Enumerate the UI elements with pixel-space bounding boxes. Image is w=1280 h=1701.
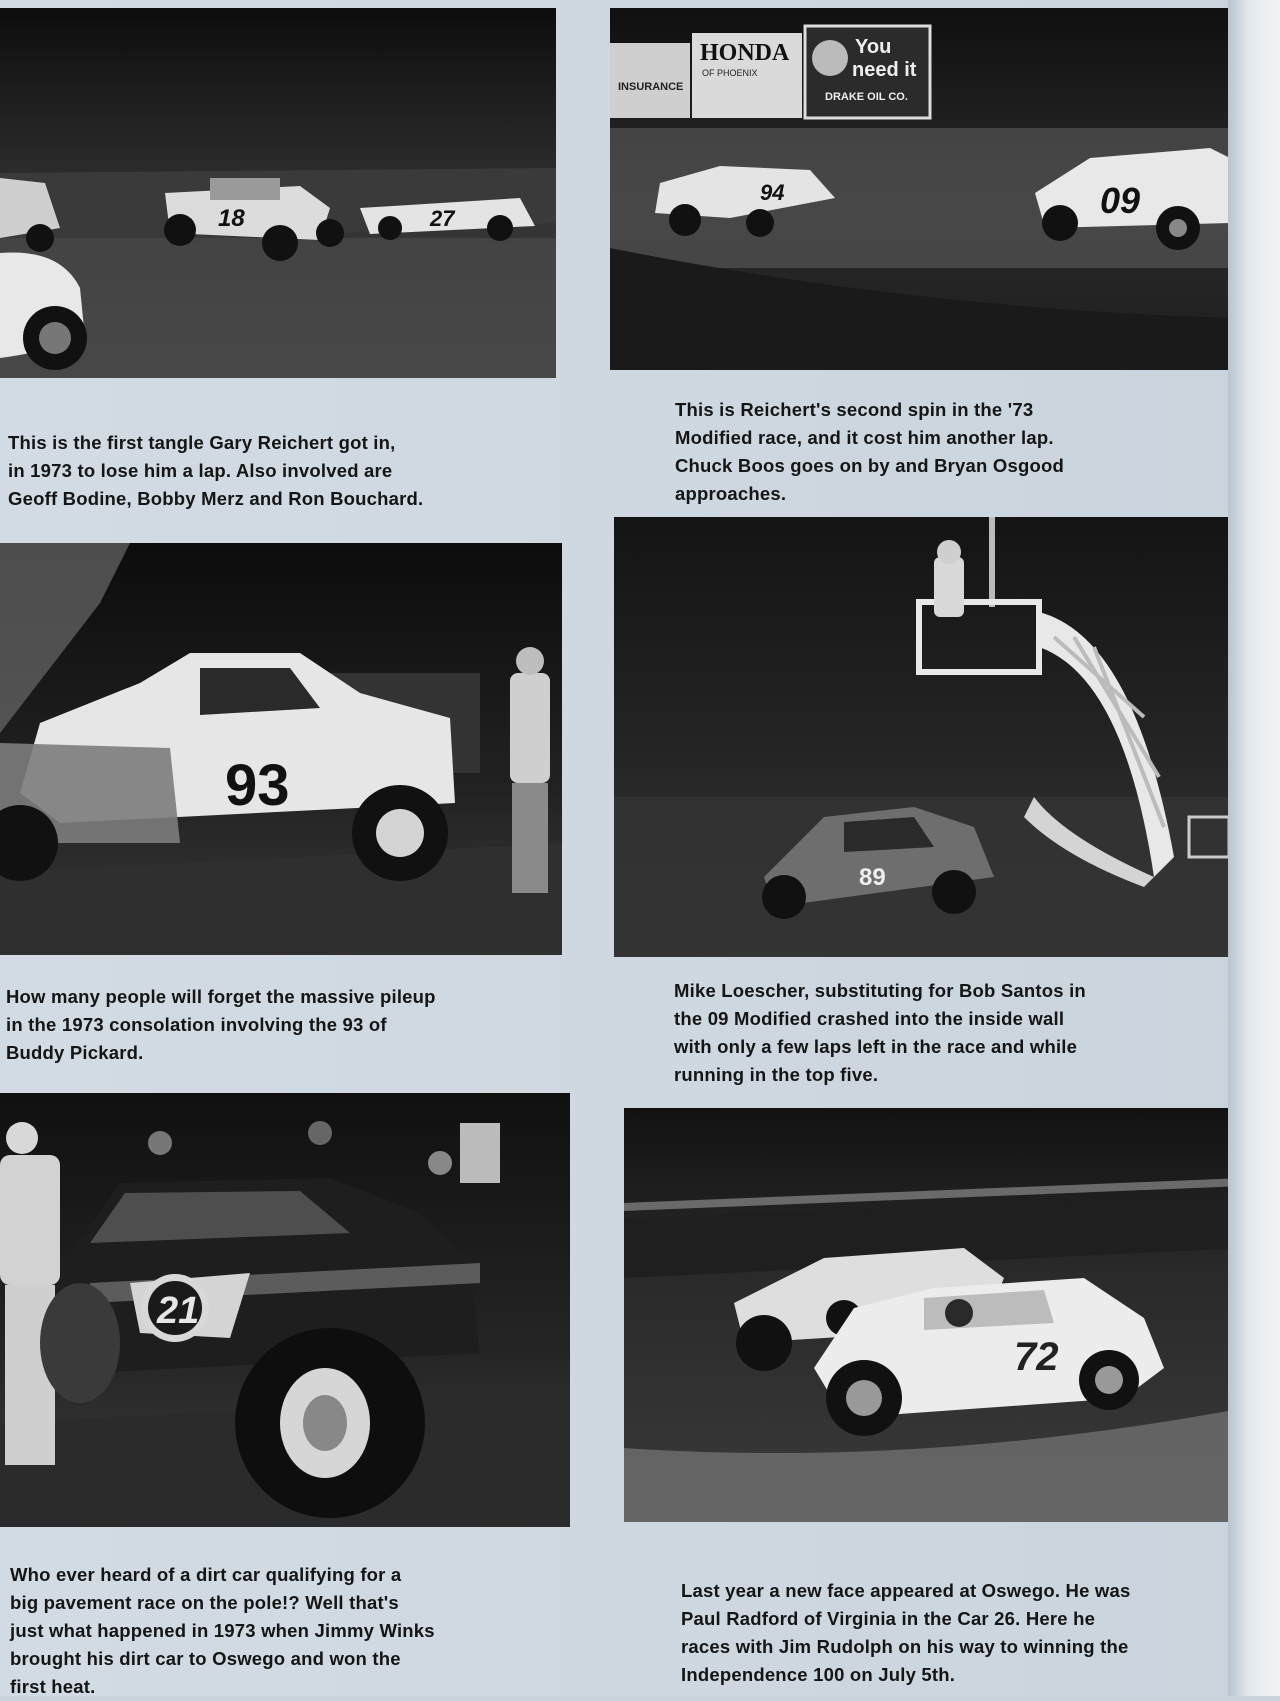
photo-flagstand-crash xyxy=(614,517,1236,957)
caption-line: Geoff Bodine, Bobby Merz and Ron Bouchard. xyxy=(8,488,424,509)
caption-line: This is the first tangle Gary Reichert got in, xyxy=(8,432,396,453)
caption-line: Who ever heard of a dirt car qualifying for a xyxy=(10,1564,402,1585)
photo-car-72 xyxy=(624,1108,1244,1522)
caption-line: Buddy Pickard. xyxy=(6,1042,144,1063)
photo-dirt-car-21 xyxy=(0,1093,570,1527)
billboard-honda-sub: OF PHOENIX xyxy=(702,68,758,78)
caption-line: Independence 100 on July 5th. xyxy=(681,1664,956,1685)
caption-line: first heat. xyxy=(10,1676,96,1697)
caption-pileup-93 xyxy=(6,983,436,1067)
billboard-honda: HONDA xyxy=(700,40,790,66)
car-number-09: 09 xyxy=(1100,180,1141,221)
caption-line: How many people will forget the massive pileup xyxy=(6,986,436,1007)
car-number-72: 72 xyxy=(1014,1335,1059,1379)
car-number-93: 93 xyxy=(225,753,290,818)
caption-first-tangle xyxy=(8,429,423,513)
page-edge xyxy=(1228,0,1280,1696)
caption-line: in 1973 to lose him a lap. Also involved are xyxy=(8,460,393,481)
caption-line: approaches. xyxy=(675,483,787,504)
caption-line: just what happened in 1973 when Jimmy Winks xyxy=(10,1620,435,1641)
caption-line: in the 1973 consolation involving the 93 of xyxy=(6,1014,387,1035)
car-number-21: 21 xyxy=(157,1290,200,1332)
caption-line: the 09 Modified crashed into the inside wall xyxy=(674,1008,1065,1029)
car-number-89: 89 xyxy=(859,864,886,891)
caption-second-spin xyxy=(675,396,1064,508)
photo-second-spin xyxy=(610,8,1232,370)
caption-line: big pavement race on the pole!? Well that's xyxy=(10,1592,399,1613)
caption-car-72 xyxy=(681,1577,1130,1689)
billboard-you: You xyxy=(855,36,892,58)
caption-line: running in the top five. xyxy=(674,1064,879,1085)
caption-flagstand-crash xyxy=(674,977,1086,1089)
car-number-27: 27 xyxy=(430,206,455,231)
photo-pileup-93 xyxy=(0,543,562,955)
caption-line: races with Jim Rudolph on his way to winning the xyxy=(681,1636,1129,1657)
caption-line: brought his dirt car to Oswego and won the xyxy=(10,1648,401,1669)
caption-dirt-car-21 xyxy=(10,1561,435,1701)
caption-line: Mike Loescher, substituting for Bob Santos in xyxy=(674,980,1086,1001)
caption-line: with only a few laps left in the race and while xyxy=(674,1036,1078,1057)
car-number-94: 94 xyxy=(760,180,785,205)
caption-line: Paul Radford of Virginia in the Car 26. Here he xyxy=(681,1608,1096,1629)
caption-line: This is Reichert's second spin in the '73 xyxy=(675,399,1034,420)
caption-line: Chuck Boos goes on by and Bryan Osgood xyxy=(675,455,1064,476)
billboard-need-it: need it xyxy=(852,59,917,81)
car-number-18: 18 xyxy=(218,205,245,232)
caption-line: Modified race, and it cost him another lap. xyxy=(675,427,1054,448)
photo-first-tangle xyxy=(0,8,556,378)
billboard-drake-oil: DRAKE OIL CO. xyxy=(825,91,908,103)
billboard-insurance: INSURANCE xyxy=(618,81,684,93)
caption-line: Last year a new face appeared at Oswego. He was xyxy=(681,1580,1131,1601)
